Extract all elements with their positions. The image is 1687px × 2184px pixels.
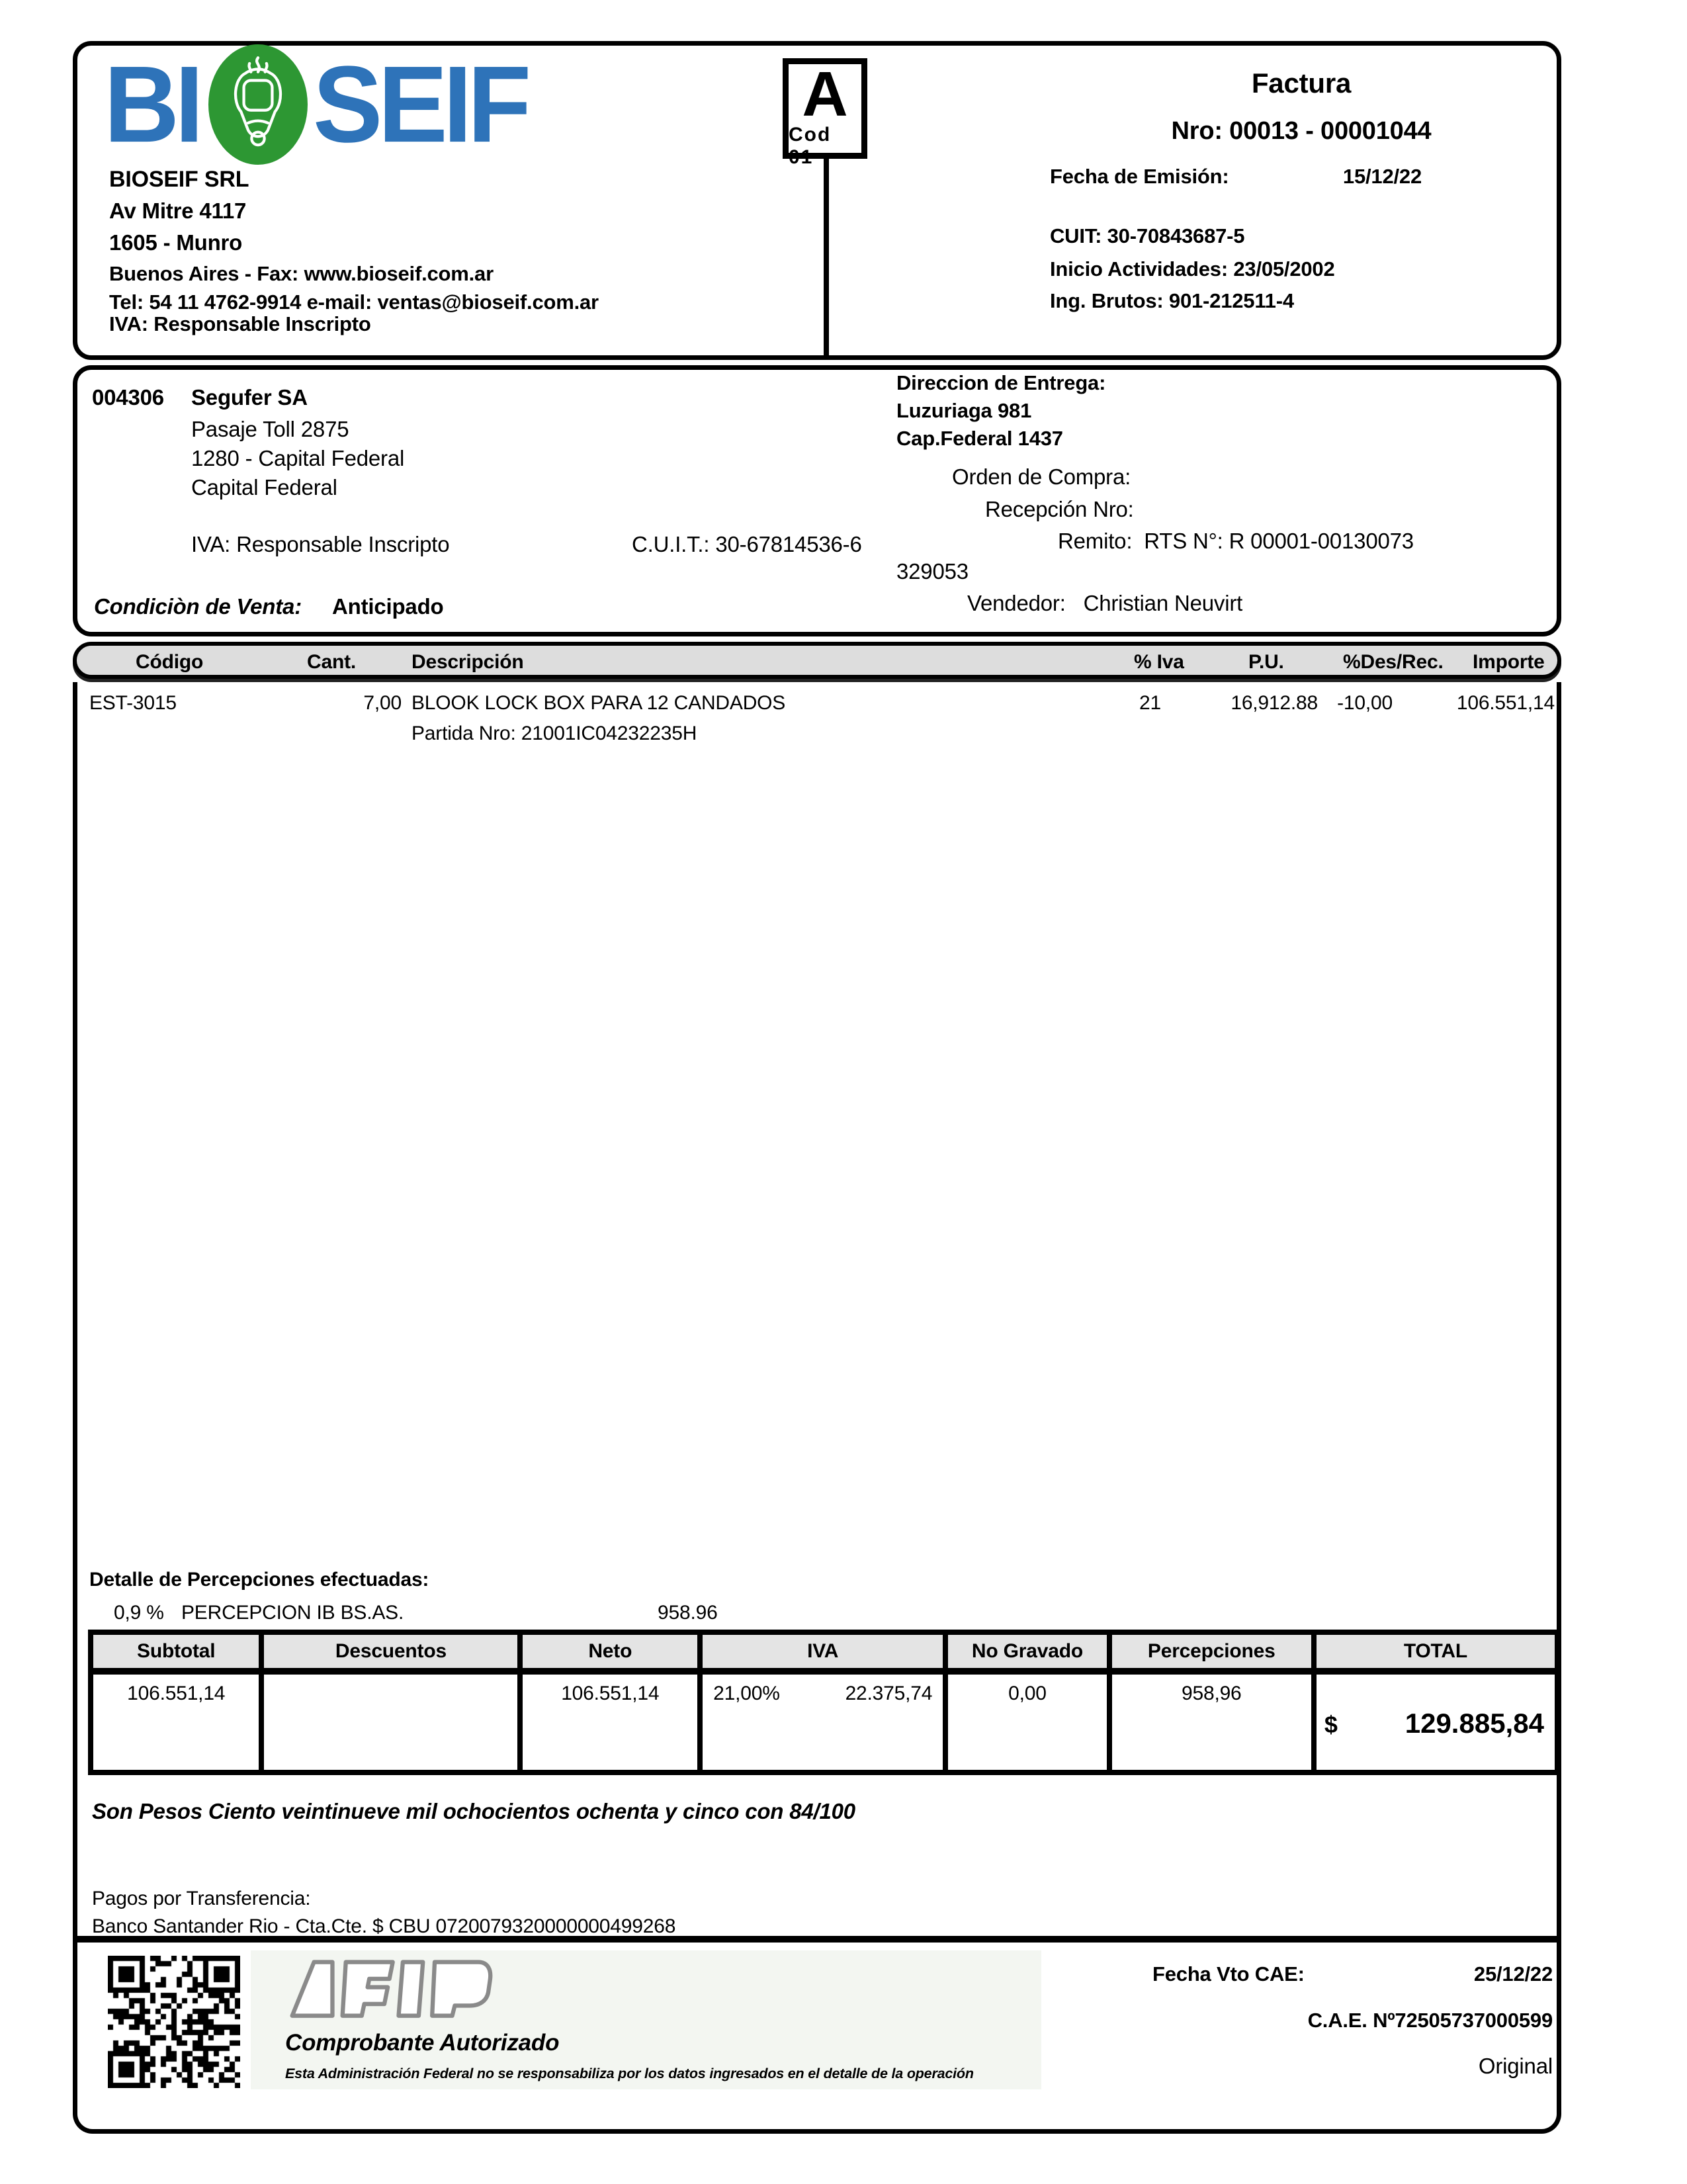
invoice-title: Factura — [1251, 67, 1352, 99]
customer-code: 004306 — [92, 385, 164, 410]
invoice-number: Nro: 00013 - 00001044 — [1171, 117, 1432, 145]
totals-percepciones: 958,96 — [1112, 1675, 1317, 1770]
totals-col-percepciones: Percepciones — [1112, 1635, 1317, 1668]
customer-address3: Capital Federal — [191, 475, 337, 500]
remito-extra: 329053 — [896, 559, 969, 584]
company-name: BIOSEIF SRL — [109, 167, 249, 192]
item-partida: Partida Nro: 21001IC04232235H — [411, 722, 697, 744]
totals-col-iva: IVA — [703, 1635, 948, 1668]
sale-condition-value: Anticipado — [332, 594, 444, 619]
copy-type: Original — [1478, 2054, 1553, 2078]
remito-label: Remito: — [1058, 529, 1133, 553]
totals-col-subtotal: Subtotal — [93, 1635, 264, 1668]
cae-due-row — [1152, 1962, 1553, 1986]
afip-disclaimer: Esta Administración Federal no se responsabiliza por los datos ingresados en el detalle de la operación — [285, 2066, 974, 2081]
company-address: Av Mitre 4117 — [109, 198, 247, 223]
delivery-title: Direccion de Entrega: — [896, 371, 1106, 394]
company-ing-brutos: Ing. Brutos: 901-212511-4 — [1050, 289, 1294, 312]
col-pu: P.U. — [1248, 651, 1284, 673]
item-cantidad: 7,00 — [363, 692, 402, 714]
company-iva-status: IVA: Responsable Inscripto — [109, 312, 371, 335]
customer-address1: Pasaje Toll 2875 — [191, 417, 349, 441]
issue-date-row — [1050, 165, 1422, 189]
item-descripcion: BLOOK LOCK BOX PARA 12 CANDADOS — [411, 692, 786, 714]
totals-descuentos — [264, 1675, 523, 1770]
invoice-letter-box — [783, 58, 867, 169]
totals-no-gravado: 0,00 — [948, 1675, 1111, 1770]
col-importe: Importe — [1473, 651, 1545, 673]
issue-date-label: Fecha de Emisión: — [1050, 165, 1229, 188]
vendor-value: Christian Neuvirt — [1083, 591, 1243, 615]
vendor-row — [967, 591, 1242, 616]
company-tel-email: Tel: 54 11 4762-9914 e-mail: ventas@bioseif.com.ar — [109, 290, 599, 314]
totals-subtotal: 106.551,14 — [93, 1675, 264, 1770]
amount-in-words: Son Pesos Ciento veintinueve mil ochocientos ochenta y cinco con 84/100 — [92, 1799, 855, 1823]
company-fax-web: Buenos Aires - Fax: www.bioseif.com.ar — [109, 262, 494, 285]
item-codigo: EST-3015 — [89, 692, 177, 714]
company-city: 1605 - Munro — [109, 230, 243, 255]
company-inicio-actividades: Inicio Actividades: 23/05/2002 — [1050, 257, 1335, 281]
customer-iva-status: IVA: Responsable Inscripto — [191, 532, 450, 556]
totals-iva-cell — [703, 1675, 948, 1770]
col-codigo: Código — [136, 651, 204, 673]
percepcion-amount: 958.96 — [658, 1602, 718, 1624]
totals-value-row — [93, 1675, 1555, 1770]
percepciones-title: Detalle de Percepciones efectuadas: — [89, 1569, 429, 1591]
totals-col-total: TOTAL — [1403, 1640, 1468, 1662]
purchase-order-label: Orden de Compra: — [952, 464, 1131, 489]
customer-box — [73, 365, 1561, 636]
item-des-rec: -10,00 — [1337, 692, 1393, 714]
totals-header-row — [93, 1635, 1555, 1675]
reception-number-label: Recepción Nro: — [985, 497, 1134, 521]
totals-col-descuentos: Descuentos — [264, 1635, 523, 1668]
qr-code — [108, 1956, 240, 2088]
gas-mask-icon — [208, 44, 308, 165]
currency-symbol: $ — [1324, 1711, 1338, 1738]
items-table-body — [73, 682, 1561, 2134]
col-iva: % Iva — [1134, 651, 1184, 673]
comprobante-autorizado: Comprobante Autorizado — [285, 2030, 560, 2056]
header-box — [73, 41, 1561, 360]
totals-neto: 106.551,14 — [523, 1675, 703, 1770]
vendor-label: Vendedor: — [967, 591, 1066, 615]
invoice-letter-code: Cod 01 — [789, 124, 832, 169]
logo-text-right: SEIF — [313, 44, 527, 165]
company-cuit: CUIT: 30-70843687-5 — [1050, 224, 1245, 247]
remito-row — [1058, 529, 1414, 554]
sale-condition-label: Condiciòn de Venta: — [94, 594, 302, 619]
footer-section — [77, 1936, 1557, 2129]
company-logo — [104, 44, 527, 165]
logo-text-left: BI — [104, 44, 199, 165]
totals-iva-amount: 22.375,74 — [845, 1682, 933, 1704]
remito-value: RTS N°: R 00001-00130073 — [1144, 529, 1414, 553]
item-pu: 16,912.88 — [1231, 692, 1318, 714]
afip-panel — [251, 1950, 1041, 2089]
payment-method: Pagos por Transferencia: — [92, 1888, 311, 1909]
grand-total: 129.885,84 — [1405, 1708, 1544, 1739]
totals-table — [88, 1630, 1560, 1775]
issue-date-value: 15/12/22 — [1342, 165, 1422, 188]
totals-total-cell — [1317, 1675, 1555, 1770]
delivery-line1: Luzuriaga 981 — [896, 399, 1032, 422]
totals-col-neto: Neto — [523, 1635, 703, 1668]
cae-number: C.A.E. Nº72505737000599 — [1307, 2009, 1553, 2032]
cae-due-label: Fecha Vto CAE: — [1152, 1962, 1305, 1986]
invoice-info — [1050, 46, 1553, 355]
cae-due-date: 25/12/22 — [1473, 1962, 1553, 1986]
percepcion-name: PERCEPCION IB BS.AS. — [181, 1602, 404, 1624]
item-importe: 106.551,14 — [1456, 692, 1555, 714]
afip-logo-icon — [284, 1957, 535, 2020]
col-descripcion: Descripción — [411, 651, 524, 673]
payment-bank-cbu: Banco Santander Rio - Cta.Cte. $ CBU 0720079320000000499268 — [92, 1915, 676, 1937]
customer-name: Segufer SA — [191, 385, 308, 410]
items-table-header — [73, 642, 1561, 679]
customer-cuit: C.U.I.T.: 30-67814536-6 — [632, 532, 862, 556]
percepcion-rate: 0,9 % — [114, 1602, 164, 1624]
delivery-line2: Cap.Federal 1437 — [896, 427, 1063, 450]
col-cantidad: Cant. — [307, 651, 357, 673]
totals-iva-rate: 21,00% — [713, 1682, 780, 1704]
customer-address2: 1280 - Capital Federal — [191, 446, 405, 470]
item-iva: 21 — [1139, 692, 1161, 714]
header-divider-line — [824, 157, 829, 355]
col-des-rec: %Des/Rec. — [1343, 651, 1444, 673]
totals-col-no-gravado: No Gravado — [948, 1635, 1111, 1668]
invoice-letter: A — [802, 59, 848, 130]
